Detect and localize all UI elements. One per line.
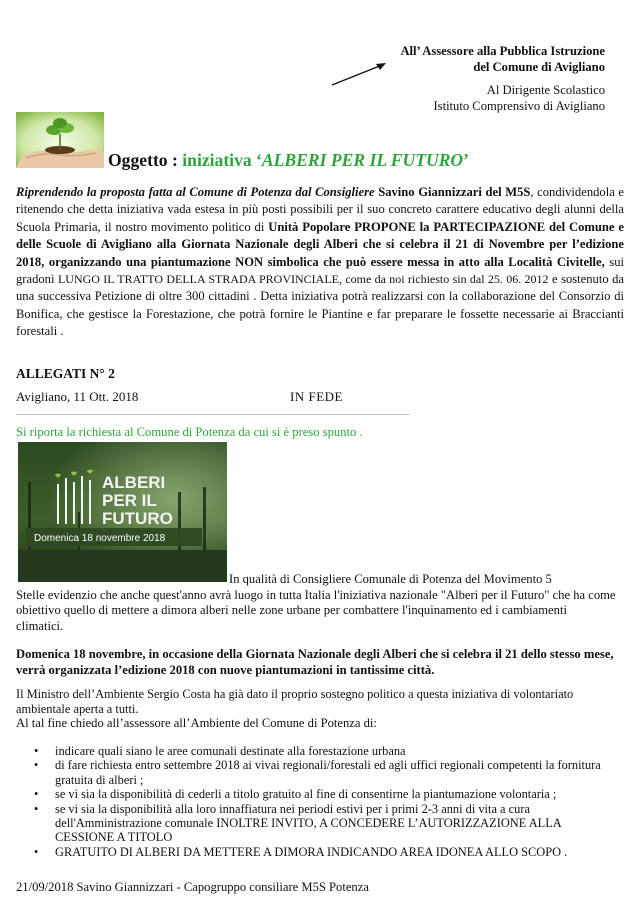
quote-rest: Stelle evidenzio che anche quest'anno avrà luogo in tutta Italia l'iniziativa nazionale "Alberi per il Futuro" che ha come obiettivo quello di mettere a dimora alberi nelle zone urbane per combattere l'inquinamento ed i cambiamenti climatici. (16, 587, 616, 633)
subject-title: ALBERI PER IL FUTURO (261, 150, 464, 170)
para-context: , condividendola e ritenendo che detta iniziativa vada estesa in più posti possibili per il suo concreto carattere educativo degli alunni della Scuola Primaria, il nostro movimento politico di (16, 185, 624, 234)
main-paragraph (16, 184, 624, 341)
banner-line-1: ALBERI (102, 473, 166, 492)
subject-suffix: ’ (463, 150, 470, 170)
riporta-line: Si riporta la richiesta al Comune di Potenza da cui si è preso spunto . (16, 425, 363, 439)
quote-first-line: In qualità di Consigliere Comunale di Potenza del Movimento 5 (229, 572, 552, 586)
alberi-per-il-futuro-banner (18, 442, 227, 582)
para-intro: Riprendendo la proposta fatta al Comune di Potenza dal Consigliere (16, 185, 375, 199)
domenica-paragraph: Domenica 18 novembre, in occasione della Giornata Nazionale degli Alberi che si celebra il 21 dello stesso mese, verrà organizzata l’edizione 2018 con nuove piantumazioni in tantissime città. (16, 647, 614, 677)
recipients-block (400, 44, 605, 114)
bullet-icon: • (34, 787, 39, 802)
para-author: Savino Giannizzari del M5S (374, 185, 531, 199)
para-proposal: Unità Popolare PROPONE la PARTECIPAZIONE del Comune e delle Scuole di Avigliano alla Giornata Nazionale degli Alberi che si celebra il 21 di Novembre per l’edizione 2018, organizzando una piantumazione NON simbolica che può essere messa in atto alla Località Civitelle, (16, 219, 625, 269)
banner-date: Domenica 18 novembre 2018 (34, 533, 166, 544)
bullet-icon: • (34, 801, 39, 816)
para-road: LUNGO IL TRATTO DELLA STRADA PROVINCIALE, come da noi richiesto sin dal 25. 06. 2012 (57, 272, 549, 287)
list-item: • indicare quali siano le aree comunali destinate alla forestazione urbana (34, 744, 406, 758)
arrow-icon (330, 60, 390, 88)
bullet-icon: • (34, 844, 39, 859)
recipient-line-4: Istituto Comprensivo di Avigliano (433, 98, 605, 113)
banner-line-3: FUTURO (102, 509, 173, 528)
list-item: • se vi sia la disponibilità alla loro innaffiatura nei periodi estivi per i primi 2-3 anni di vita a cura dell'Amministrazione comunale INOLTRE INVITO, A CONCEDERE L’AUTORIZZAZIONE ALLA CESSIONE A TITOLO (34, 801, 562, 845)
request-list (16, 744, 616, 859)
ministro-paragraph: Il Ministro dell’Ambiente Sergio Costa ha già dato il proprio sostegno politico a questa iniziativa di volontariato ambientale aperta a tutti. (16, 687, 574, 716)
recipient-line-1: All’ Assessore alla Pubblica Istruzione (400, 44, 605, 58)
bullet-icon: • (34, 744, 39, 758)
subject-line (108, 150, 469, 171)
plant-in-hands-logo (16, 112, 104, 168)
recipient-line-3: Al Dirigente Scolastico (486, 83, 605, 97)
list-item: • se vi sia la disponibilità di cederli a titolo gratuito al fine di consentirne la piantumazione volontaria ; (34, 787, 557, 802)
allegati-heading: ALLEGATI N° 2 (16, 366, 115, 381)
subject-prefix: iniziativa ‘ (182, 150, 262, 170)
date-line: Avigliano, 11 Ott. 2018 (16, 389, 139, 404)
banner-line-2: PER IL (102, 491, 157, 510)
in-fede: IN FEDE (290, 389, 343, 404)
subject-label: Oggetto : (108, 150, 183, 170)
al-fine-line: Al tal fine chiedo all’assessore all’Ambiente del Comune di Potenza di: (16, 716, 377, 730)
recipient-line-2: del Comune di Avigliano (473, 59, 605, 74)
footer-signature: 21/09/2018 Savino Giannizzari - Capogruppo consiliare M5S Potenza (16, 880, 369, 894)
para-closing: e sostenuto da una successiva Petizione di oltre 300 cittadini . Detta iniziativa potrà realizzarsi con la collaborazione del Consorzio di Bonifica, che gestisce la Forestazione, che potrà fornire le Piantine e far preparare le fossette necessarie ai Braccianti forestali . (16, 272, 625, 339)
list-item: • GRATUITO DI ALBERI DA METTERE A DIMORA INDICANDO AREA IDONEA ALLO SCOPO . (34, 844, 568, 859)
para-location-lead: sui gradoni (16, 254, 624, 287)
list-item: • di fare richiesta entro settembre 2018 ai vivai regionali/forestali ed agli uffici regionali competenti la fornitura gratuita di alberi ; (34, 758, 601, 787)
quote-paragraph (16, 572, 616, 634)
bullet-icon: • (34, 758, 39, 773)
divider (16, 414, 410, 415)
